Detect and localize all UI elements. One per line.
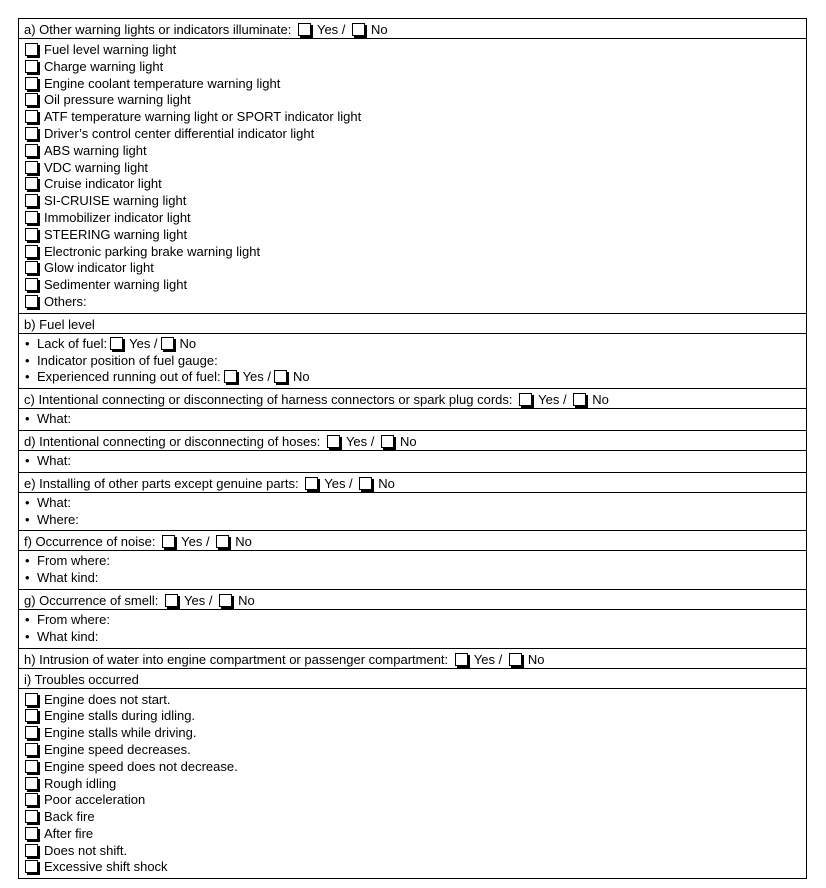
no-checkbox[interactable]	[573, 393, 586, 406]
yes-label: Yes /	[324, 475, 353, 491]
checkbox[interactable]	[25, 127, 38, 140]
yes-checkbox[interactable]	[165, 594, 178, 607]
bullet-icon: •	[25, 553, 30, 569]
item-label: STEERING warning light	[44, 226, 188, 242]
bullet-icon: •	[25, 511, 30, 527]
list-item	[24, 411, 801, 428]
item-label: ABS warning light	[44, 142, 147, 158]
section-i-question: i) Troubles occurred	[24, 671, 139, 687]
item-label: Charge warning light	[44, 58, 164, 74]
section-b-header	[19, 314, 806, 334]
list-item	[24, 277, 801, 294]
section-f-question: f) Occurrence of noise:	[24, 534, 156, 550]
yes-checkbox[interactable]	[298, 23, 311, 36]
section-h-header	[19, 649, 806, 669]
section-b-question: b) Fuel level	[24, 316, 95, 332]
checkbox[interactable]	[25, 245, 38, 258]
checkbox[interactable]	[25, 793, 38, 806]
list-item	[24, 109, 801, 126]
list-item	[24, 512, 801, 529]
checkbox[interactable]	[25, 693, 38, 706]
checkbox[interactable]	[25, 844, 38, 857]
item-label: Does not shift.	[44, 842, 128, 858]
checkbox[interactable]	[25, 261, 38, 274]
item-label: Immobilizer indicator light	[44, 209, 191, 225]
list-item	[24, 742, 801, 759]
item-label: After fire	[44, 825, 94, 841]
item-label: Cruise indicator light	[44, 176, 162, 192]
no-checkbox[interactable]	[274, 370, 287, 383]
what-label: What:	[37, 411, 71, 427]
yes-checkbox[interactable]	[162, 535, 175, 548]
what-label: What:	[37, 494, 71, 510]
list-item	[24, 143, 801, 160]
item-label: Engine coolant temperature warning light	[44, 75, 281, 91]
yes-label: Yes /	[184, 592, 213, 608]
item-label: Oil pressure warning light	[44, 92, 191, 108]
running-out-label: Experienced running out of fuel:	[37, 369, 221, 385]
no-label: No	[378, 475, 395, 491]
list-item	[24, 453, 801, 470]
list-item	[24, 76, 801, 93]
section-c-details	[19, 409, 806, 431]
item-label: VDC warning light	[44, 159, 149, 175]
item-label: Engine stalls during idling.	[44, 708, 196, 724]
yes-checkbox[interactable]	[110, 337, 123, 350]
list-item	[24, 809, 801, 826]
checkbox[interactable]	[25, 777, 38, 790]
bullet-icon: •	[25, 352, 30, 368]
yes-label: Yes /	[538, 392, 567, 408]
section-g-question: g) Occurrence of smell:	[24, 592, 159, 608]
bullet-icon: •	[25, 411, 30, 427]
lack-of-fuel-label: Lack of fuel:	[37, 335, 108, 351]
item-label: Engine speed does not decrease.	[44, 758, 238, 774]
list-item	[24, 629, 801, 646]
no-label: No	[293, 369, 310, 385]
yes-label: Yes /	[345, 433, 375, 449]
section-a-header	[19, 19, 806, 39]
section-e-question: e) Installing of other parts except genuine parts:	[24, 475, 299, 491]
item-label: Others:	[44, 293, 87, 309]
bullet-icon: •	[25, 369, 30, 385]
no-checkbox[interactable]	[359, 477, 372, 490]
checkbox[interactable]	[25, 295, 38, 308]
no-checkbox[interactable]	[161, 337, 174, 350]
no-label: No	[235, 534, 252, 550]
list-item	[24, 553, 801, 570]
checkbox[interactable]	[25, 228, 38, 241]
list-item	[24, 495, 801, 512]
section-d-question: d) Intentional connecting or disconnecting of hoses:	[24, 433, 321, 449]
section-i-header	[19, 669, 806, 689]
list-item	[24, 826, 801, 843]
section-d-header	[19, 431, 806, 451]
yes-checkbox[interactable]	[305, 477, 318, 490]
section-e-details	[19, 493, 806, 532]
checkbox[interactable]	[25, 278, 38, 291]
section-c-question: c) Intentional connecting or disconnecting of harness connectors or spark plug cords:	[24, 392, 513, 408]
no-label: No	[179, 335, 197, 351]
checkbox[interactable]	[25, 77, 38, 90]
list-item	[24, 126, 801, 143]
item-label: Engine stalls while driving.	[44, 725, 197, 741]
list-item	[24, 336, 801, 353]
item-label: Rough idling	[44, 775, 117, 791]
item-label: Excessive shift shock	[44, 859, 168, 875]
what-label: What:	[37, 452, 71, 468]
list-item	[24, 776, 801, 793]
no-label: No	[592, 392, 609, 408]
checkbox[interactable]	[25, 110, 38, 123]
item-label: Electronic parking brake warning light	[44, 243, 261, 259]
item-label: Poor acceleration	[44, 792, 146, 808]
item-label: Driver’s control center differential indicator light	[44, 125, 315, 141]
section-d-details	[19, 451, 806, 473]
checkbox[interactable]	[25, 211, 38, 224]
list-item	[24, 369, 801, 386]
list-item	[24, 59, 801, 76]
what-kind-label: What kind:	[37, 570, 99, 586]
bullet-icon: •	[25, 570, 30, 586]
bullet-icon: •	[25, 452, 30, 468]
list-item	[24, 570, 801, 587]
indicator-position-label: Indicator position of fuel gauge:	[37, 352, 218, 368]
checkbox[interactable]	[25, 810, 38, 823]
section-h-question: h) Intrusion of water into engine compartment or passenger compartment:	[24, 651, 449, 667]
checkbox[interactable]	[25, 144, 38, 157]
yes-label: Yes /	[181, 534, 210, 550]
yes-label: Yes /	[129, 335, 158, 351]
no-checkbox[interactable]	[509, 653, 522, 666]
what-kind-label: What kind:	[37, 628, 99, 644]
section-f-header	[19, 531, 806, 551]
checkbox[interactable]	[25, 194, 38, 207]
item-label: ATF temperature warning light or SPORT indicator light	[44, 109, 362, 125]
list-item	[24, 792, 801, 809]
section-b-details	[19, 334, 806, 389]
yes-checkbox[interactable]	[519, 393, 532, 406]
from-where-label: From where:	[37, 553, 110, 569]
list-item	[24, 92, 801, 109]
list-item	[24, 759, 801, 776]
checkbox[interactable]	[25, 743, 38, 756]
section-a-list	[19, 39, 806, 314]
bullet-icon: •	[25, 335, 30, 351]
list-item	[24, 725, 801, 742]
no-checkbox[interactable]	[219, 594, 232, 607]
yes-label: Yes /	[316, 22, 346, 37]
yes-label: Yes /	[242, 369, 272, 385]
item-label: Fuel level warning light	[44, 42, 177, 57]
list-item	[24, 692, 801, 709]
item-label: SI-CRUISE warning light	[44, 193, 187, 209]
no-checkbox[interactable]	[381, 435, 394, 448]
bullet-icon: •	[25, 628, 30, 644]
item-label: Engine does not start.	[44, 691, 171, 707]
checkbox[interactable]	[25, 161, 38, 174]
list-item	[24, 193, 801, 210]
section-c-header	[19, 389, 806, 409]
section-f-details	[19, 551, 806, 590]
bullet-icon: •	[25, 494, 30, 510]
section-a-question: a) Other warning lights or indicators illuminate:	[24, 22, 292, 37]
yes-checkbox[interactable]	[455, 653, 468, 666]
list-item	[24, 176, 801, 193]
checkbox[interactable]	[25, 60, 38, 73]
item-label: Back fire	[44, 809, 95, 825]
checkbox[interactable]	[25, 726, 38, 739]
yes-label: Yes /	[473, 651, 503, 667]
list-item	[24, 612, 801, 629]
item-label: Engine speed decreases.	[44, 741, 191, 757]
section-e-header	[19, 473, 806, 493]
list-item	[24, 227, 801, 244]
checkbox[interactable]	[25, 43, 38, 56]
section-g-details	[19, 610, 806, 649]
no-label: No	[527, 651, 545, 667]
list-item	[24, 260, 801, 277]
section-g-header	[19, 590, 806, 610]
from-where-label: From where:	[37, 611, 110, 627]
questionnaire-form	[18, 18, 807, 879]
list-item	[24, 353, 801, 370]
list-item	[24, 843, 801, 860]
item-label: Glow indicator light	[44, 260, 154, 276]
list-item	[24, 708, 801, 725]
list-item	[24, 244, 801, 261]
list-item	[24, 160, 801, 177]
checkbox[interactable]	[25, 709, 38, 722]
list-item	[24, 859, 801, 876]
yes-checkbox[interactable]	[327, 435, 340, 448]
item-label: Sedimenter warning light	[44, 277, 188, 293]
checkbox[interactable]	[25, 760, 38, 773]
where-label: Where:	[37, 511, 79, 527]
no-checkbox[interactable]	[352, 23, 365, 36]
checkbox[interactable]	[25, 827, 38, 840]
section-i-list	[19, 689, 806, 879]
checkbox[interactable]	[25, 177, 38, 190]
no-label: No	[371, 22, 388, 37]
checkbox[interactable]	[25, 93, 38, 106]
yes-checkbox[interactable]	[224, 370, 237, 383]
list-item	[24, 210, 801, 227]
bullet-icon: •	[25, 611, 30, 627]
no-checkbox[interactable]	[216, 535, 229, 548]
no-label: No	[400, 433, 417, 449]
no-label: No	[238, 592, 255, 608]
list-item	[24, 42, 801, 59]
checkbox[interactable]	[25, 860, 38, 873]
list-item	[24, 294, 801, 311]
